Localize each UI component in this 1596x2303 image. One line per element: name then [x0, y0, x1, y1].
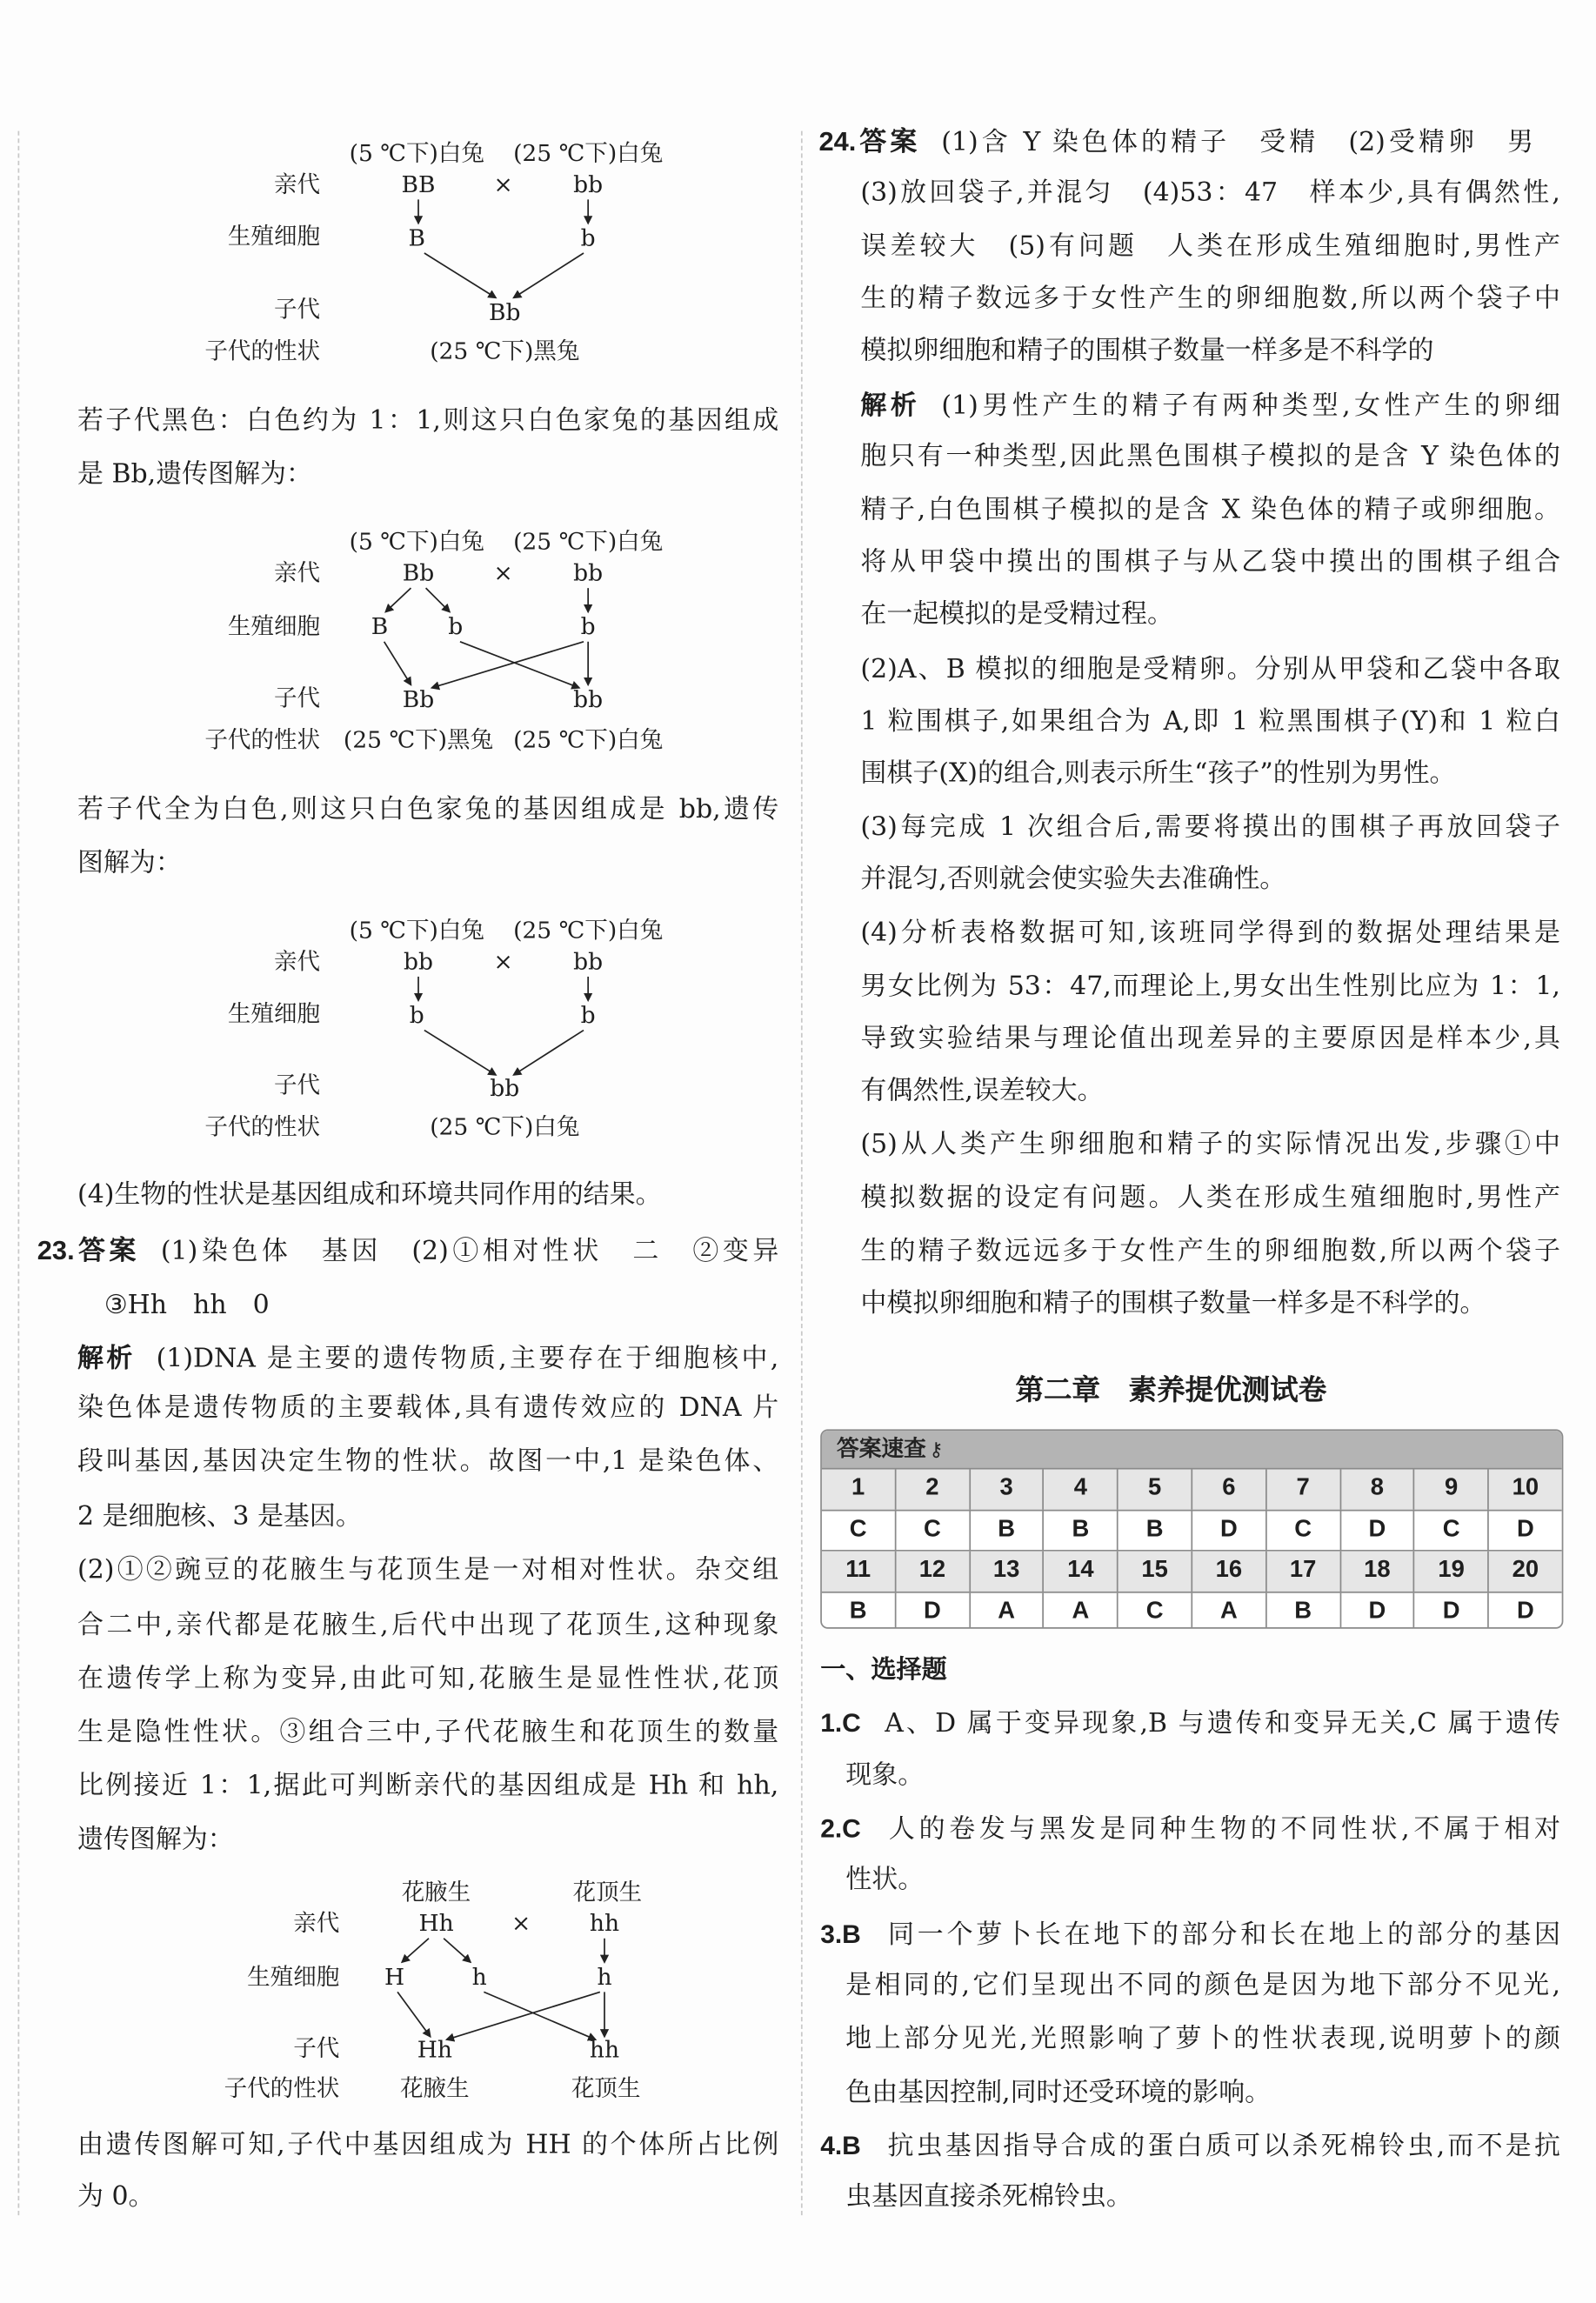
text-line: 为 0。 [77, 2182, 155, 2213]
text-line: 模拟数据的设定有问题。人类在形成生殖细胞时,男性产 [860, 1183, 1560, 1214]
row-label: 子代的性状 [224, 2075, 340, 2103]
question-number: 11 [822, 1552, 896, 1591]
question-number: 20 [1512, 1557, 1539, 1583]
answer-letter: D [896, 1592, 970, 1629]
question-number: 4 [1045, 1470, 1119, 1509]
parent1-genotype: BB [401, 170, 436, 198]
text-line: 生的精子数远远多于女性产生的卵细胞数,所以两个袋子 [860, 1237, 1560, 1267]
offspring-genotype: Hh [417, 2036, 452, 2064]
row-label: 子代 [273, 1071, 321, 1099]
text-line: 男女比例为 53：47,而理论上,男女出生性别比应为 1：1, [860, 971, 1560, 1003]
answer-letter: A [970, 1592, 1044, 1629]
text-line: 图解为： [77, 848, 182, 878]
row-label: 亲代 [273, 559, 321, 587]
text-line: 围棋子(X)的组合,则表示所生“孩子”的性别为男性。 [860, 759, 1456, 790]
q24-answer-line [818, 123, 1533, 159]
gamete: b [409, 1002, 424, 1029]
parent1-genotype: Bb [402, 559, 435, 587]
question-number: 13 [970, 1552, 1044, 1591]
parent2-genotype: bb [573, 170, 604, 198]
question-number: 8 [1341, 1470, 1415, 1509]
text-line: 2 是细胞核、3 是基因。 [77, 1502, 362, 1532]
answer-letter: C [822, 1511, 896, 1550]
row-label: 生殖细胞 [227, 1000, 321, 1028]
row-label: 亲代 [273, 170, 321, 198]
gamete: b [580, 1002, 596, 1029]
text-line: 地上部分见光,光照影响了萝卜的性状表现,说明萝卜的颜 [845, 2025, 1560, 2055]
item-label: 1.C [820, 1707, 861, 1738]
cross-symbol: × [493, 559, 513, 587]
offspring-phenotype: (25 ℃下)黑兔 [343, 726, 494, 754]
parent2-label: (25 ℃下)白兔 [513, 917, 664, 945]
question-number: 6 [1192, 1470, 1266, 1509]
q23-answer-text: (1)染色体 基因 (2)①相对性状 二 ②变异 [160, 1237, 779, 1267]
row-label: 子代 [293, 2035, 340, 2062]
table-row [822, 1592, 1562, 1629]
parent1-genotype: Hh [418, 1910, 454, 1938]
text-line: 生是隐性性状。③组合三中,子代花腋生和花顶生的数量 [77, 1718, 779, 1748]
column-divider [801, 131, 803, 2216]
analysis-text: (1)男性产生的精子有两种类型,女性产生的卵细 [941, 391, 1560, 422]
item-line [820, 1705, 1560, 1740]
answer-letter: B [1119, 1511, 1192, 1550]
row-label: 子代的性状 [204, 726, 321, 754]
question-number: 14 [1045, 1552, 1119, 1591]
answer-letter: D [1341, 1511, 1415, 1550]
q24-analysis-line [860, 387, 1560, 423]
offspring-genotype: Bb [489, 299, 521, 326]
answer-letter: D [1516, 1516, 1534, 1542]
row-label: 子代 [273, 296, 321, 324]
offspring-genotype: hh [589, 2036, 620, 2064]
answer-letter: D [1341, 1592, 1415, 1629]
row-label: 子代的性状 [204, 1113, 321, 1141]
answer-letter: D [1516, 1598, 1534, 1624]
item-text: 人的卷发与黑发是同种生物的不同性状,不属于相对 [885, 1814, 1560, 1845]
question-number: 16 [1192, 1552, 1266, 1591]
parent2-genotype: bb [573, 948, 604, 976]
row-label: 子代的性状 [204, 337, 321, 365]
text-line: 染色体是遗传物质的主要载体,具有遗传效应的 DNA 片 [77, 1393, 779, 1424]
answer-letter: C [896, 1511, 970, 1550]
analysis-label: 解析 [860, 390, 921, 420]
offspring-phenotype: 花顶生 [571, 2075, 641, 2103]
analysis-label: 解析 [77, 1343, 136, 1373]
table-row [822, 1511, 1562, 1552]
answer-letter: A [1192, 1592, 1266, 1629]
item-line [820, 1811, 1560, 1846]
answer-letter: A [1045, 1592, 1119, 1629]
gamete: b [580, 224, 596, 252]
text-line: 现象。 [845, 1761, 925, 1792]
item-label: 3.B [820, 1919, 861, 1949]
text-line: 并混匀,否则就会使实验失去准确性。 [860, 864, 1286, 895]
offspring-phenotype: (25 ℃下)黑兔 [430, 337, 580, 365]
gamete: B [371, 613, 389, 641]
question-number: 5 [1119, 1470, 1192, 1509]
answer-letter: B [1045, 1511, 1119, 1550]
parent1-genotype: bb [404, 948, 434, 976]
text-line: 合二中,亲代都是花腋生,后代中出现了花顶生,这种现象 [77, 1611, 779, 1641]
text-line: 将从甲袋中摸出的围棋子与从乙袋中摸出的围棋子组合 [860, 547, 1560, 578]
q24-label: 24.答案 [818, 126, 921, 157]
text-line: 1 粒围棋子,如果组合为 A,即 1 粒黑围棋子(Y)和 1 粒白 [860, 707, 1560, 738]
answer-letter: D [1192, 1511, 1266, 1550]
text-line: 生的精子数远多于女性产生的卵细胞数,所以两个袋子中 [860, 284, 1560, 315]
item-text: 抗虫基因指导合成的蛋白质可以杀死棉铃虫,而不是抗 [885, 2132, 1560, 2162]
text-line: 是相同的,它们呈现出不同的颜色是因为地下部分不见光, [845, 1971, 1560, 2001]
q23-answer-line [37, 1232, 778, 1268]
text-line: 中模拟卵细胞和精子的围棋子数量一样多是不科学的。 [860, 1289, 1486, 1319]
parent2-genotype: hh [589, 1910, 620, 1938]
offspring-genotype: Bb [402, 686, 435, 713]
text-line: (4)分析表格数据可知,该班同学得到的数据处理结果是 [860, 918, 1560, 949]
text-line: 若子代黑色：白色约为 1：1,则这只白色家兔的基因组成 [77, 406, 779, 437]
offspring-genotype: bb [490, 1074, 520, 1102]
answer-letter: C [1266, 1511, 1340, 1550]
text-line: 性状。 [845, 1865, 925, 1896]
answer-letter: B [1266, 1592, 1340, 1629]
text-line: 虫基因直接杀死棉铃虫。 [845, 2182, 1132, 2213]
row-label: 生殖细胞 [247, 1963, 340, 1991]
chapter-title: 第二章 素养提优测试卷 [1015, 1373, 1327, 1407]
text-line: 遗传图解为： [77, 1825, 234, 1855]
parent1-label: (5 ℃下)白兔 [349, 917, 484, 945]
text-line: 色由基因控制,同时还受环境的影响。 [845, 2078, 1272, 2108]
text-line: (3)每完成 1 次组合后,需要将摸出的围棋子再放回袋子 [860, 812, 1560, 843]
text-line: (5)从人类产生卵细胞和精子的实际情况出发,步骤①中 [860, 1130, 1560, 1160]
text-line: 段叫基因,基因决定生物的性状。故图一中,1 是染色体、 [77, 1446, 779, 1478]
question-number: 19 [1415, 1552, 1489, 1591]
answer-letter: C [1119, 1592, 1192, 1629]
question-number: 2 [896, 1470, 970, 1509]
item-line [820, 1916, 1560, 1952]
question-number: 3 [970, 1470, 1044, 1509]
row-label: 生殖细胞 [227, 613, 321, 641]
text-line: (3)放回袋子,并混匀 (4)53：47 样本少,具有偶然性, [860, 178, 1560, 209]
gamete: b [580, 613, 596, 641]
q23-answer-line: ③Hh hh 0 [104, 1291, 270, 1321]
text-line: (4)生物的性状是基因组成和环境共同作用的结果。 [77, 1180, 662, 1211]
item-text: A、D 属于变异现象,B 与遗传和变异无关,C 属于遗传 [885, 1709, 1560, 1739]
gamete: b [448, 613, 464, 641]
question-number: 7 [1266, 1470, 1340, 1509]
answer-letter: C [1415, 1511, 1489, 1550]
parent2-label: (25 ℃下)白兔 [513, 528, 664, 556]
table-header [822, 1431, 1562, 1470]
left-margin-line [18, 131, 20, 2216]
row-label: 亲代 [293, 1910, 340, 1938]
text-line: 精子,白色围棋子模拟的是含 X 染色体的精子或卵细胞。 [860, 496, 1560, 526]
answer-quick-check-table [820, 1429, 1563, 1628]
q24-answer-text: (1)含 Y 染色体的精子 受精 (2)受精卵 男 [941, 128, 1534, 158]
offspring-phenotype: (25 ℃下)白兔 [430, 1113, 580, 1141]
parent1-label: 花腋生 [401, 1879, 471, 1906]
gamete: H [384, 1963, 405, 1991]
table-row [822, 1470, 1562, 1511]
offspring-phenotype: 花腋生 [400, 2075, 470, 2103]
text-line: 在遗传学上称为变异,由此可知,花腋生是显性性状,花顶 [77, 1664, 779, 1695]
table-header-label: 答案速查 [837, 1435, 926, 1462]
cross-symbol: × [493, 170, 513, 198]
text-line: 比例接近 1：1,据此可判断亲代的基因组成是 Hh 和 hh, [77, 1772, 779, 1802]
text-line: 若子代全为白色,则这只白色家兔的基因组成是 bb,遗传 [77, 795, 779, 825]
parent2-label: (25 ℃下)白兔 [513, 139, 664, 167]
question-number: 15 [1119, 1552, 1192, 1591]
row-label: 生殖细胞 [227, 223, 321, 250]
parent2-label: 花顶生 [572, 1879, 643, 1906]
answer-letter: B [822, 1592, 896, 1629]
question-number: 1 [822, 1470, 896, 1509]
text-line: 在一起模拟的是受精过程。 [860, 599, 1173, 631]
table-row [822, 1552, 1562, 1592]
answer-letter: B [970, 1511, 1044, 1550]
key-icon: ⚷ [929, 1439, 944, 1462]
text-line: 胞只有一种类型,因此黑色围棋子模拟的是含 Y 染色体的 [860, 442, 1560, 472]
parent1-label: (5 ℃下)白兔 [349, 528, 484, 556]
text-line: (2)A、B 模拟的细胞是受精卵。分别从甲袋和乙袋中各取 [860, 655, 1560, 685]
gamete: h [471, 1963, 487, 1991]
section-title: 一、选择题 [820, 1655, 947, 1685]
item-line [820, 2127, 1560, 2163]
parent1-label: (5 ℃下)白兔 [349, 139, 484, 167]
text-line: 导致实验结果与理论值出现差异的主要原因是样本少,具 [860, 1024, 1560, 1054]
text-line: (2)①②豌豆的花腋生与花顶生是一对相对性状。杂交组 [77, 1555, 779, 1586]
gamete: h [597, 1963, 612, 1991]
question-number: 10 [1512, 1475, 1539, 1501]
cross-symbol: × [511, 1910, 531, 1938]
cross-symbol: × [493, 948, 513, 976]
offspring-phenotype: (25 ℃下)白兔 [513, 726, 664, 754]
question-number: 18 [1341, 1552, 1415, 1591]
question-number: 17 [1266, 1552, 1340, 1591]
text-line: 模拟卵细胞和精子的围棋子数量一样多是不科学的 [860, 336, 1434, 367]
item-label: 2.C [820, 1812, 861, 1844]
q23-label: 23.答案 [37, 1235, 140, 1266]
gamete: B [408, 224, 426, 252]
offspring-genotype: bb [573, 686, 604, 713]
text-line: 有偶然性,误差较大。 [860, 1076, 1104, 1106]
analysis-text: (1)DNA 是主要的遗传物质,主要存在于细胞核中, [156, 1344, 779, 1374]
text-line: 误差较大 (5)有问题 人类在形成生殖细胞时,男性产 [860, 232, 1560, 263]
text-line: 由遗传图解可知,子代中基因组成为 HH 的个体所占比例 [77, 2130, 779, 2160]
item-label: 4.B [820, 2130, 861, 2160]
answer-letter: D [1415, 1592, 1489, 1629]
question-number: 12 [896, 1552, 970, 1591]
text-line: 是 Bb,遗传图解为： [77, 459, 312, 491]
q23-analysis-line [77, 1340, 778, 1376]
question-number: 9 [1415, 1470, 1489, 1509]
item-text: 同一个萝卜长在地下的部分和长在地上的部分的基因 [885, 1920, 1560, 1951]
row-label: 亲代 [273, 948, 321, 976]
parent2-genotype: bb [573, 559, 604, 587]
row-label: 子代 [273, 684, 321, 712]
